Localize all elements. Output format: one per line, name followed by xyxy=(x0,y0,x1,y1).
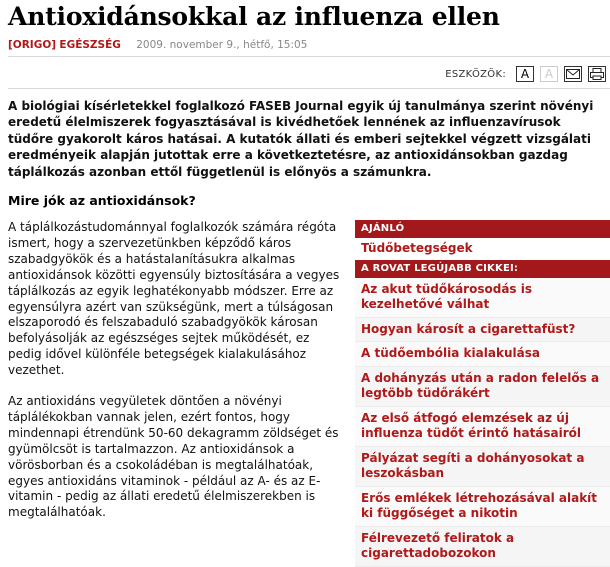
article-lead: A biológiai kísérletekkel foglalkozó FASEB Journal egyik új tanulmánya szerint növényi eredetű élelmiszerek fogyasztásával is kivédhetőek lennének az influenzavírusok tüdőre gyakorolt káros hatásai. A kutatók állati és emberi sejtekkel végzett vizsgálati eredményeik alapján jutottak erre a következtetésre, az antioxidánsokban gazdag táplálkozás azonban ettől függetlenül is előnyös a számunkra. xyxy=(8,99,594,179)
list-item xyxy=(355,527,610,567)
list-item xyxy=(355,447,610,487)
list-item xyxy=(355,342,610,367)
print-icon[interactable] xyxy=(588,66,606,82)
recommend-link[interactable]: Tüdőbetegségek xyxy=(361,241,473,255)
email-icon[interactable] xyxy=(564,66,582,82)
article-meta xyxy=(8,39,307,51)
article-title: Antioxidánsokkal az influenza ellen xyxy=(8,2,500,31)
list-item xyxy=(355,278,610,318)
sidebar xyxy=(355,220,610,567)
divider xyxy=(8,88,610,89)
latest-article-link[interactable]: A dohányzás után a radon felelős a legtöbb tüdőrákért xyxy=(361,370,600,400)
latest-article-link[interactable]: Az akut tüdőkárosodás is kezelhetővé válhat xyxy=(361,281,532,311)
font-decrease-icon[interactable]: A xyxy=(540,66,558,82)
list-item xyxy=(355,367,610,407)
latest-article-link[interactable]: Az első átfogó elemzések az új influenza tüdőt érintő hatásairól xyxy=(361,410,582,440)
latest-article-link[interactable]: Félrevezető feliratok a cigarettadobozokon xyxy=(361,530,515,560)
article-paragraph: Az antioxidáns vegyületek döntően a növényi táplálékokban vannak jelen, ezért fontos, hogy mindennapi étrendünk 50-60 dekagramm zöldséget és gyümölcsöt is tartalmazzon. Az antioxidánsok a vörösborban és a csokoládéban is megtalálhatóak, egyes antioxidáns vitaminok - például az A- és az E-vitamin - pedig az állati eredetű élelmiszerekben is megtalálhatóak. xyxy=(8,394,339,520)
publish-date: 2009. november 9., hétfő, 15:05 xyxy=(136,39,308,51)
article-paragraph: A táplálkozástudománnyal foglalkozók számára régóta ismert, hogy a szervezetünkben képződő káros szabadgyökök és a hatástalanításukra alkalmas antioxidánsok közötti egyensúly biztosítására a vegyes táplálkozás az egyik leghatékonyabb módszer. Erre az egyensúlyra azért van szükségünk, mert a túlságosan elszaporodó és felszabaduló szabadgyökök károsan befolyásolják az egészséges sejtek működését, ez pedig idővel különféle betegségek kialakulásához vezethet. xyxy=(8,220,340,378)
latest-articles-list xyxy=(355,278,610,567)
latest-articles-header: A ROVAT LEGÚJABB CIKKEI: xyxy=(355,260,610,278)
section-link[interactable]: EGÉSZSÉG xyxy=(59,39,121,51)
article-tools xyxy=(445,64,606,84)
latest-article-link[interactable]: Hogyan károsít a cigarettafüst? xyxy=(361,321,576,336)
latest-article-link[interactable]: Erős emlékek létrehozásával alakít ki függőséget a nikotin xyxy=(361,490,598,520)
latest-article-link[interactable]: A tüdőembólia kialakulása xyxy=(361,346,540,360)
source-link[interactable]: [ORIGO] xyxy=(8,39,57,51)
tools-label: ESZKÖZÖK: xyxy=(445,68,506,80)
divider xyxy=(8,56,610,57)
list-item xyxy=(355,407,610,447)
recommend-header: AJÁNLÓ xyxy=(355,220,610,238)
font-increase-icon[interactable]: A xyxy=(516,66,534,82)
subheading: Mire jók az antioxidánsok? xyxy=(8,193,196,208)
latest-article-link[interactable]: Pályázat segíti a dohányosokat a leszokásban xyxy=(361,450,585,480)
list-item xyxy=(355,318,610,343)
